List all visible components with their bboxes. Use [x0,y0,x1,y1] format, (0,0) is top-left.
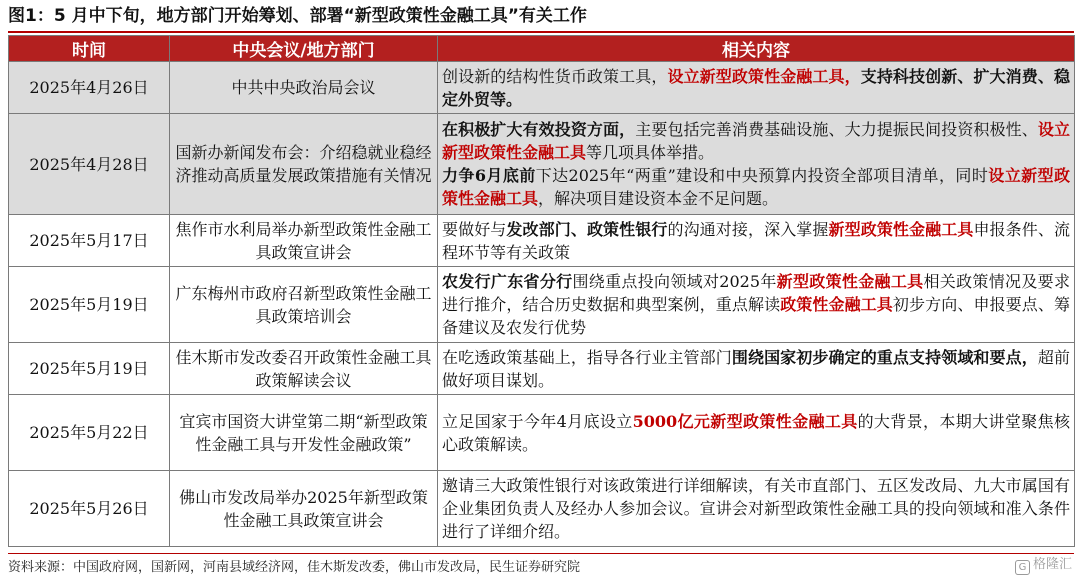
row-content [438,215,1075,267]
content-text: ，解决项目建设资本金不足问题。 [538,189,779,208]
emphasis-text: 发改部门、政策性银行 [506,219,668,239]
source-note: 资料来源：中国政府网，国新网，河南县域经济网，佳木斯发改委，佛山市发改局，民生证券研究院 [8,560,581,575]
content-text: 主要包括完善消费基础设施、大力提振民间投资积极性、 [635,120,1038,139]
emphasis-text: 支持科技创新、扩大消费、稳定外贸等。 [442,66,1070,109]
highlight-text: 新型政策性金融工具 [776,272,924,291]
watermark-logo-icon: G [1015,560,1030,575]
content-text: 超前做好项目谋划。 [442,347,1070,390]
row-department: 宜宾市国资大讲堂第二期“新型政策性金融工具与开发性金融政策” [170,395,438,471]
policy-table [8,35,1075,547]
row-date: 2025年4月26日 [9,62,170,114]
content-text: 要做好与 [442,219,507,239]
table-header-row [9,36,1075,62]
content-text: 围绕重点投向领域对2025年 [572,272,777,291]
row-date: 2025年5月22日 [9,395,170,471]
highlight-text: 政策性金融工具 [780,295,893,314]
watermark-text: 格隆汇 [1032,557,1072,572]
title-divider [8,31,1074,33]
row-date: 2025年5月17日 [9,215,170,267]
content-text: 立足国家于今年4月底设立 [442,411,633,431]
content-text: 在吃透政策基础上，指导各行业主管部门 [442,347,732,367]
row-department: 佛山市发改局举办2025年新型政策性金融工具政策宣讲会 [170,471,438,547]
row-department: 国新办新闻发布会：介绍稳就业稳经济推动高质量发展政策措施有关情况 [170,114,438,215]
emphasis-text: 围绕国家初步确定的重点支持领域和要点， [731,347,1038,367]
row-department: 焦作市水利局举办新型政策性金融工具政策宣讲会 [170,215,438,267]
highlight-text: 5000亿元新型政策性金融工具 [632,411,858,431]
content-text: 创设新的结构性货币政策工具， [442,66,668,86]
table-row [9,471,1075,547]
header-content: 相关内容 [438,36,1075,62]
header-department: 中央会议/地方部门 [170,36,438,62]
row-date: 2025年5月19日 [9,267,170,343]
figure-title: 图1：5 月中下旬，地方部门开始筹划、部署“新型政策性金融工具”有关工作 [8,6,587,26]
footer-divider [8,553,1074,554]
header-date: 时间 [9,36,170,62]
highlight-text: 新型政策性金融工具 [828,219,974,239]
row-date: 2025年5月19日 [9,343,170,395]
row-content [438,114,1075,215]
table-row [9,267,1075,343]
table-row [9,62,1075,114]
table-row [9,343,1075,395]
highlight-text: 设立新型政策性金融工具， [667,66,861,86]
content-text: 邀请三大政策性银行对该政策进行详细解读，有关市直部门、五区发改局、九大市属国有企业集团负责人及经办人参加会议。宣讲会对新型政策性金融工具的投向领域和准入条件进行了详细介绍。 [442,476,1070,541]
row-department: 广东梅州市政府召新型政策性金融工具政策培训会 [170,267,438,343]
row-content [438,343,1075,395]
emphasis-text: 力争6月底前 [442,166,536,185]
table-row [9,114,1075,215]
row-department: 中共中央政治局会议 [170,62,438,114]
content-text: 的大背景，本期大讲堂聚焦核心政策解读。 [442,411,1070,454]
emphasis-text: 在积极扩大有效投资方面， [442,120,636,139]
row-content [438,471,1075,547]
content-text: 初步方向、申报要点、筹备建议及农发行优势 [442,295,1070,337]
row-date: 2025年5月26日 [9,471,170,547]
highlight-text: 设立新型政策性金融工具 [442,166,1070,208]
highlight-text: 设立新型政策性金融工具 [442,120,1070,162]
row-content [438,62,1075,114]
table-row [9,215,1075,267]
content-text: 申报条件、流程环节等有关政策 [442,219,1070,262]
content-text: 相关政策情况及要求进行推介，结合历史数据和典型案例，重点解读 [442,272,1070,314]
content-text: 等几项具体举措。 [586,143,715,162]
content-text: 的沟通对接，深入掌握 [667,219,829,239]
content-text: 下达2025年“两重”建设和中央预算内投资全部项目清单，同时 [535,166,989,185]
emphasis-text: 农发行广东省分行 [442,272,573,291]
watermark [1015,553,1072,575]
row-content [438,267,1075,343]
row-department: 佳木斯市发改委召开政策性金融工具政策解读会议 [170,343,438,395]
row-date: 2025年4月28日 [9,114,170,215]
table-row [9,395,1075,471]
row-content [438,395,1075,471]
